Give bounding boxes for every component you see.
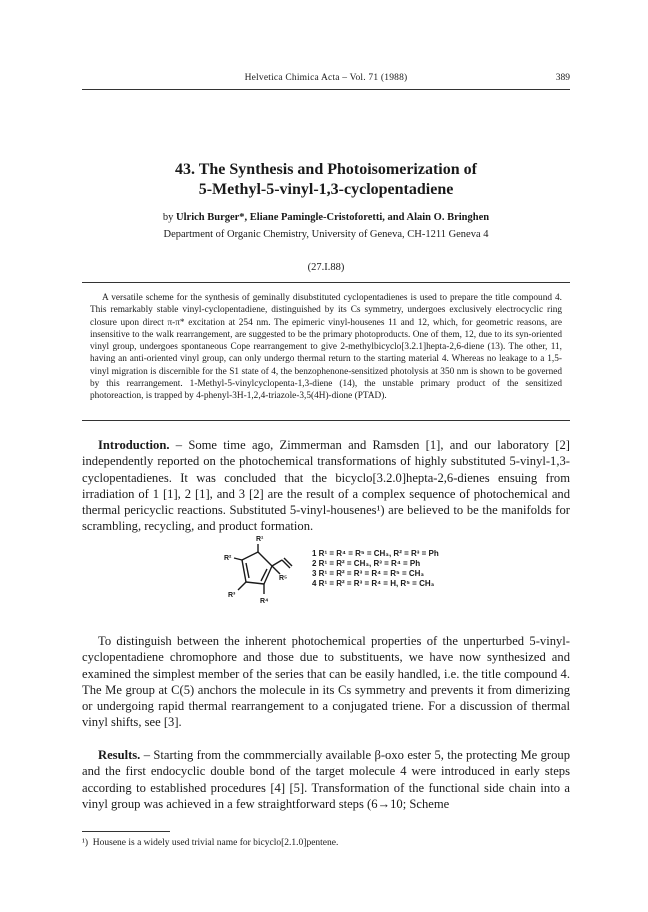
footnote-rule bbox=[82, 831, 170, 832]
bond-4 bbox=[246, 582, 264, 584]
bond-r3 bbox=[238, 582, 246, 590]
bond-r5 bbox=[272, 566, 280, 574]
affiliation: Department of Organic Chemistry, University of Geneva, CH-1211 Geneva 4 bbox=[163, 229, 489, 240]
results-paragraph bbox=[82, 747, 570, 812]
paragraph-2: To distinguish between the inherent photochemical properties of the unperturbed 5-vinyl-cyclopentadiene chromophore and those due to substituents, we have now synthesized and examined the simplest member of the series that can be easily handled, i.e. the title compound 4. The Me group at C(5) anchors the molecule in its Cs symmetry and prevents it from dimerizing or undergoing rapid thermal rearrangement to a conjugated triene. For a discussion of thermal vinyl shifts, see [3]. bbox=[82, 634, 570, 730]
vinyl-bond-2 bbox=[282, 560, 290, 568]
authors: Ulrich Burger*, Eliane Pamingle-Cristoforetti, and Alain O. Bringhen bbox=[176, 212, 490, 223]
abstract-top-rule bbox=[82, 282, 570, 283]
abstract: A versatile scheme for the synthesis of geminally disubstituted cyclopentadienes is used to prepare the title compound 4. This remarkably stable vinyl-cyclopentadiene, distinguished by its Cs symmetry, undergoes exclusively electrocyclic ring closure upon direct π-π* excitation at 254 nm. The epimeric vinyl-housenes 11 and 12, which, for geometric reasons, are insensitive to the walk rearrangement, are suggested to be the primary photoproducts. One of them, 12, due to its syn-oriented vinyl group, undergoes spontaneous Cope rearrangement to give 2-methylbicyclo[3.2.1]hepta-2,6-diene (13). The other, 11, having an anti-oriented vinyl group, can only undergo thermal return to the starting material 4. Whereas no leakage to a 1,5-vinyl migration is discernible for the S1 state of 4, the benzophenone-sensitized photolysis at 350 nm is shown to be governed by this rearrangement. 1-Methyl-5-vinylcyclopenta-1,3-diene (14), the unstable primary product of the sensitized photoreaction, is trapped by 4-phenyl-3H-1,2,4-triazole-3,5(4H)-dione (PTAD). bbox=[90, 293, 562, 402]
byline-prefix: by bbox=[162, 212, 177, 223]
compound-1: 1 R¹ = R⁴ = R⁵ = CH₃, R² = R³ = Ph bbox=[312, 549, 439, 558]
compound-4: 4 R¹ = R² = R³ = R⁴ = H, R⁵ = CH₃ bbox=[312, 579, 435, 588]
results-text: – Starting from the commmercially available β-oxo ester 5, the protecting Me group and the first endocyclic double bond of the target molecule 4 were introduced in early steps according to established procedures [4] [5]. Transformation of the functional side chain into a vinyl group was achieved in a few straightforward steps (6→10; Scheme bbox=[82, 748, 570, 811]
label-r2: R² bbox=[224, 555, 232, 562]
journal-citation: Helvetica Chimica Acta – Vol. 71 (1988) bbox=[244, 73, 408, 83]
received-date: (27.I.88) bbox=[307, 262, 345, 273]
double-bond-a bbox=[246, 563, 249, 578]
header-rule bbox=[82, 89, 570, 90]
compound-3: 3 R¹ = R² = R³ = R⁴ = R⁵ = CH₃ bbox=[312, 569, 425, 578]
results-heading: Results. bbox=[98, 748, 141, 762]
footnote bbox=[82, 838, 570, 848]
byline bbox=[82, 212, 570, 223]
compound-list bbox=[312, 549, 439, 589]
article-title bbox=[82, 160, 570, 200]
introduction-text: – Some time ago, Zimmerman and Ramsden [1], and our laboratory [2] independently reported on the photochemical transformations of highly substituted 5-vinyl-1,3-cyclopentadienes. It was concluded that the bicyclo[3.2.0]hepta-2,6-dienes ensuing from irradiation of 1 [1], 2 [1], and 3 [2] are the result of a complex sequence of photochemical and thermal pericyclic reactions. Substituted 5-vinyl-housenes¹) are believed to be the manifolds for scrambling, recycling, and product formation. bbox=[82, 438, 570, 534]
vinyl-bond-2b bbox=[284, 558, 292, 566]
compound-2: 2 R¹ = R² = CH₃, R³ = R⁴ = Ph bbox=[312, 559, 421, 568]
label-r4: R⁴ bbox=[260, 598, 269, 605]
title-line-2: 5-Methyl-5-vinyl-1,3-cyclopentadiene bbox=[198, 181, 454, 198]
bond-3 bbox=[264, 566, 272, 584]
label-r5: R⁵ bbox=[279, 575, 288, 582]
footnote-text: Housene is a widely used trivial name for bicyclo[2.1.0]pentene. bbox=[92, 838, 339, 848]
label-r3: R³ bbox=[228, 592, 236, 599]
introduction-heading: Introduction. bbox=[98, 438, 170, 452]
running-header bbox=[82, 73, 570, 87]
title-line-1: 43. The Synthesis and Photoisomerization of bbox=[175, 161, 477, 178]
abstract-bottom-rule bbox=[82, 420, 570, 421]
bond-1 bbox=[242, 552, 258, 560]
footnote-mark: ¹) bbox=[82, 838, 89, 848]
bond-r2 bbox=[234, 558, 242, 560]
vinyl-bond-1 bbox=[272, 560, 282, 566]
introduction-paragraph bbox=[82, 437, 570, 535]
label-r1: R¹ bbox=[256, 536, 264, 543]
bond-2 bbox=[258, 552, 272, 566]
page-number: 389 bbox=[555, 73, 570, 83]
